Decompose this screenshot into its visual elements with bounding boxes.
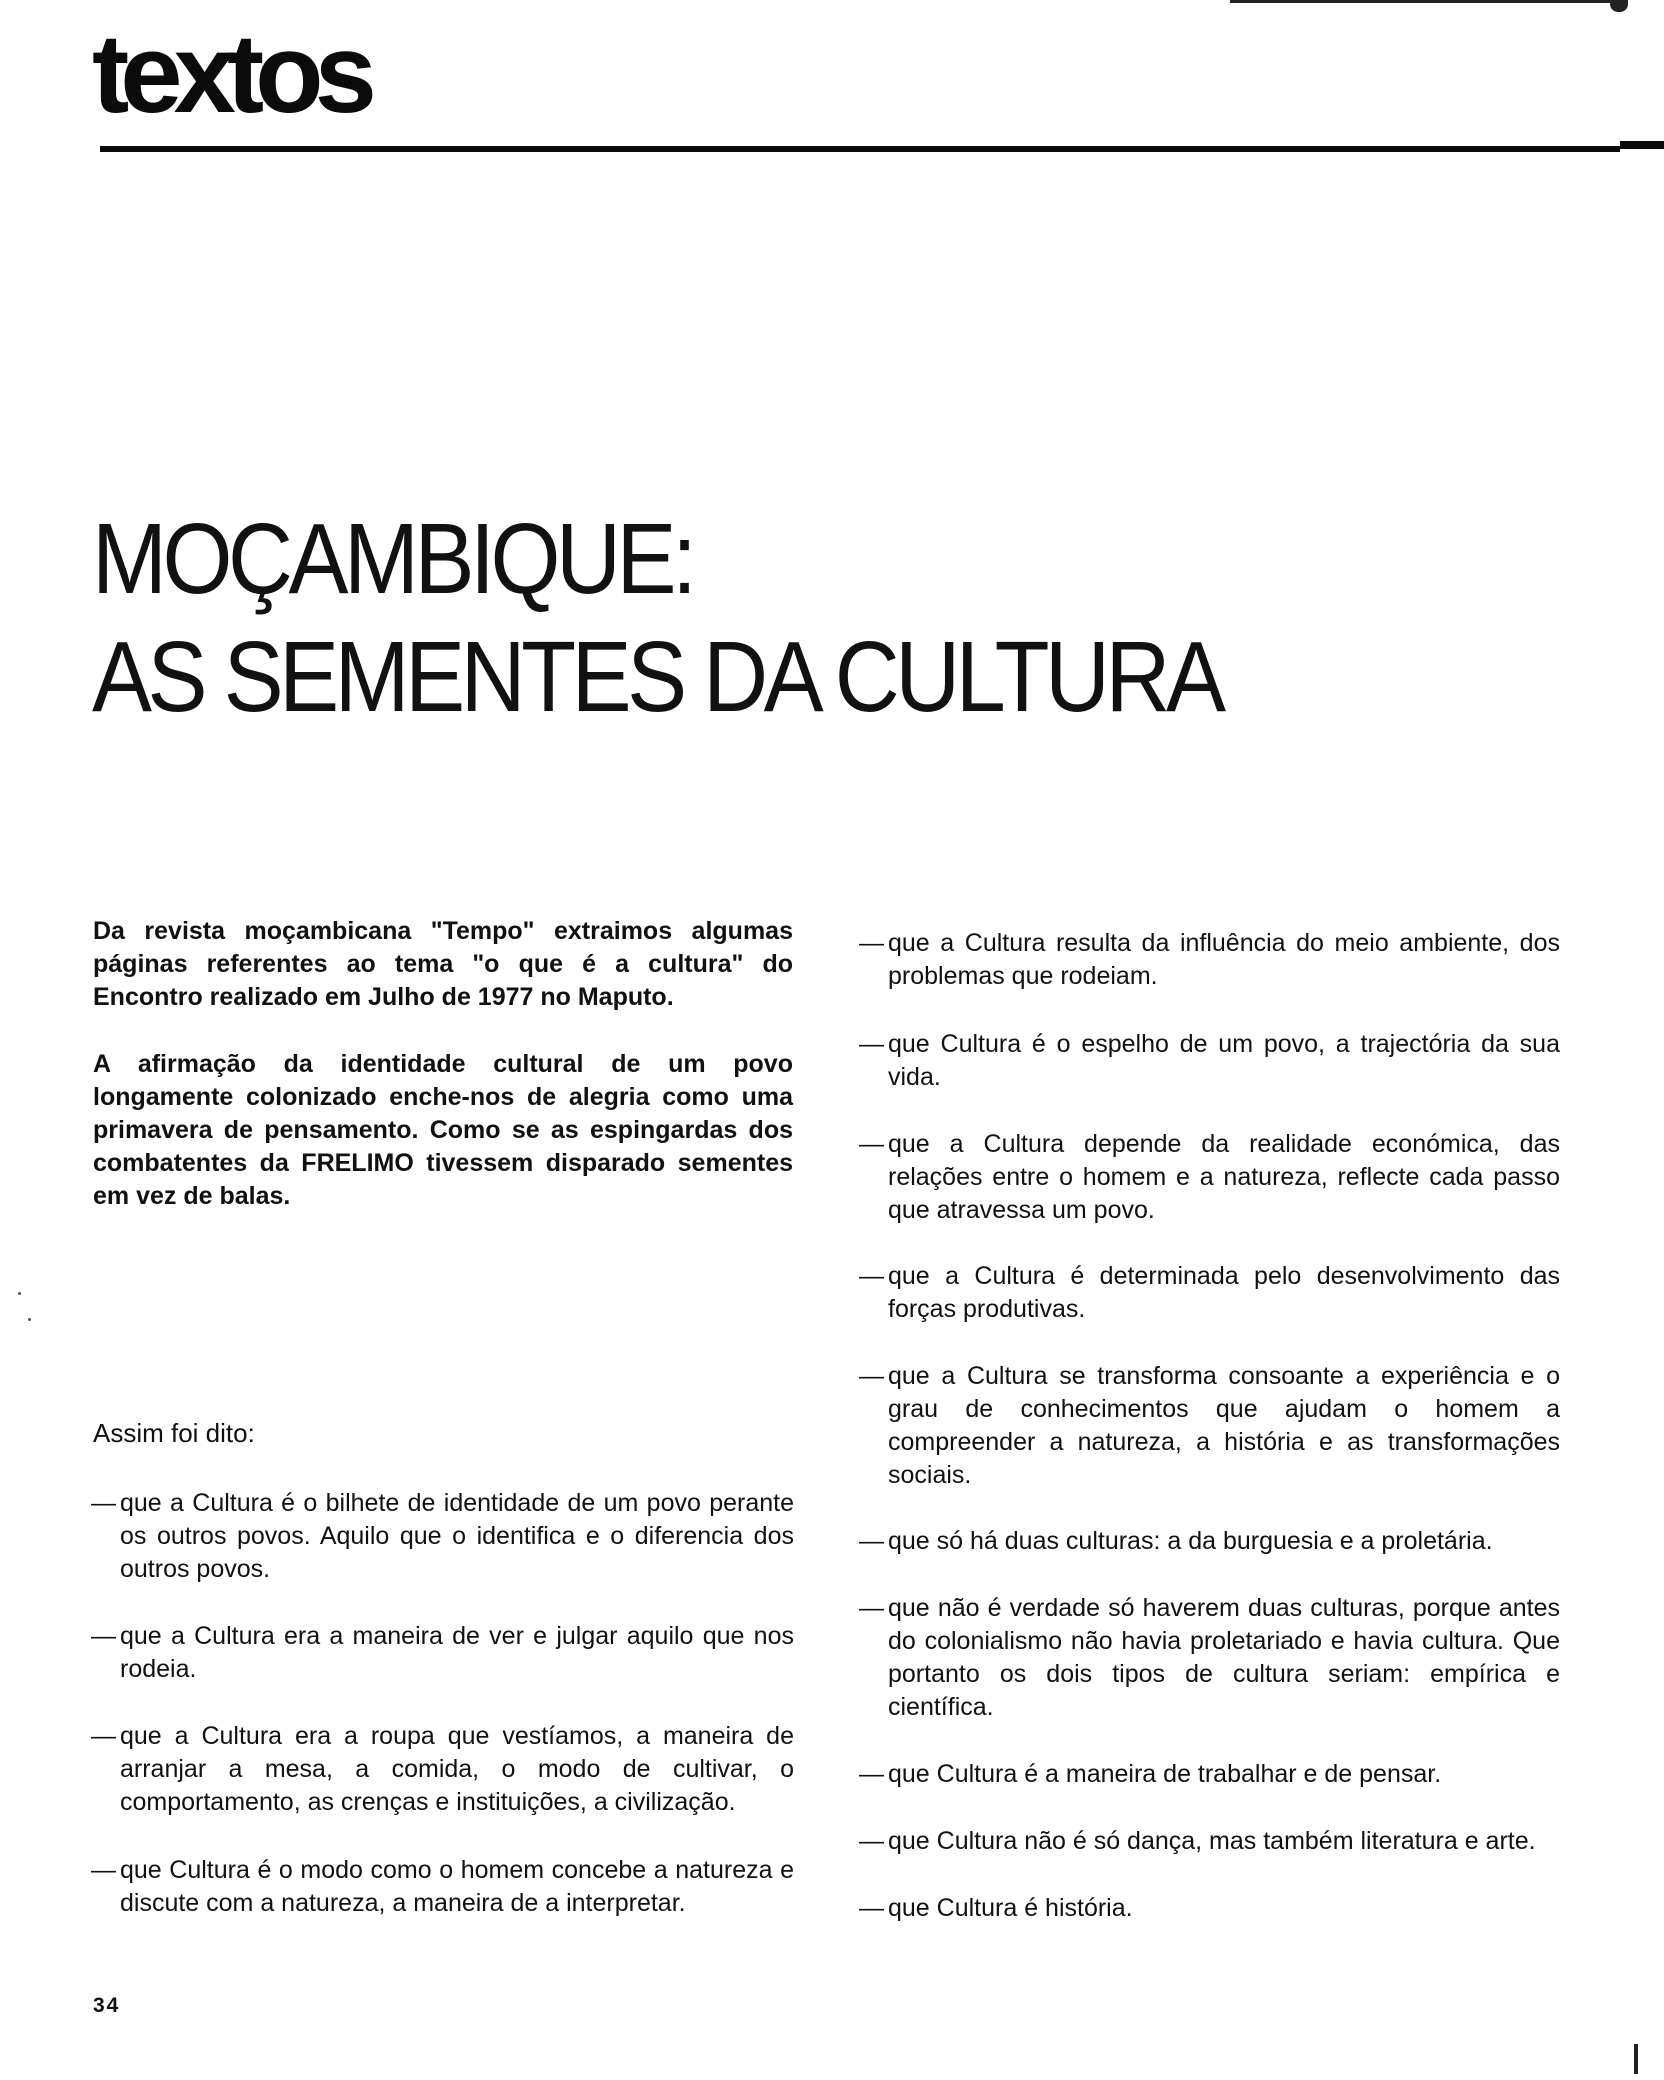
page-number: 34 [93,1994,121,2017]
dash-bullet: — [859,1894,884,1922]
statement-item [91,1854,794,1920]
left-statement-list [91,1487,794,1920]
right-statement-list [859,927,1560,1925]
dash-bullet: — [859,929,884,957]
intro-paragraph: Da revista moçambicana "Tempo" extraimos algumas páginas referentes ao tema "o que é a cultura" do Encontro realizado em Julho de 1977 no Maputo. [93,917,793,1011]
statement-item [859,1525,1560,1558]
bottom-edge-mark [1634,2044,1638,2074]
dash-bullet: — [91,1622,116,1650]
statement-item [859,1128,1560,1227]
statement-item [91,1620,794,1686]
title-line-2: AS SEMENTES DA CULTURA [92,621,1222,733]
statement-text: que Cultura não é só dança, mas também literatura e arte. [888,1827,1536,1855]
statement-text: que Cultura é história. [888,1894,1133,1922]
statement-text: que a Cultura é o bilhete de identidade de um povo perante os outros povos. Aquilo que o identifica e o diferencia dos outros povos. [120,1489,794,1583]
statement-item [859,1758,1560,1791]
dash-bullet: — [859,1827,884,1855]
statement-text: que a Cultura resulta da influência do meio ambiente, dos problemas que rodeiam. [888,929,1560,990]
dash-bullet: — [859,1262,884,1290]
statement-item [859,1592,1560,1724]
dash-bullet: — [859,1527,884,1555]
scan-speck [28,1318,31,1321]
dash-bullet: — [91,1856,116,1884]
scan-speck [18,1292,21,1295]
dash-bullet: — [859,1130,884,1158]
statement-text: que a Cultura depende da realidade económica, das relações entre o homem e a natureza, reflecte cada passo que atravessa um povo. [888,1130,1560,1224]
article-title [92,500,1222,736]
intro-text [93,915,793,1247]
statement-item [859,1360,1560,1492]
statement-text: que a Cultura era a roupa que vestíamos, a maneira de arranjar a mesa, a comida, o modo de cultivar, o comportamento, as crenças e instituições, a civilização. [120,1722,794,1816]
dash-bullet: — [859,1594,884,1622]
statement-text: que a Cultura era a maneira de ver e julgar aquilo que nos rodeia. [120,1622,794,1683]
statement-item [859,1028,1560,1094]
statement-item [859,1260,1560,1326]
lead-text: Assim foi dito: [93,1418,255,1448]
statement-item [859,927,1560,993]
statement-item [859,1825,1560,1858]
statement-item [91,1487,794,1586]
statement-item [859,1892,1560,1925]
header-rule-tail [1620,141,1664,149]
dash-bullet: — [859,1030,884,1058]
statement-text: que Cultura é a maneira de trabalhar e de pensar. [888,1760,1442,1788]
title-line-1: MOÇAMBIQUE: [92,503,693,615]
statement-text: que a Cultura se transforma consoante a experiência e o grau de conhecimentos que ajudam o homem a compreender a natureza, a história e as transformações sociais. [888,1362,1560,1489]
dash-bullet: — [91,1489,116,1517]
dash-bullet: — [91,1722,116,1750]
statement-text: que a Cultura é determinada pelo desenvolvimento das forças produtivas. [888,1262,1560,1323]
statement-text: que só há duas culturas: a da burguesia e a proletária. [888,1527,1493,1555]
section-label: textos [92,11,368,136]
statement-text: que Cultura é o modo como o homem concebe a natureza e discute com a natureza, a maneira de a interpretar. [120,1856,794,1917]
statement-item [91,1720,794,1819]
top-edge-mark [1610,0,1628,12]
top-edge-rule [1230,0,1620,3]
statement-text: que Cultura é o espelho de um povo, a trajectória da sua vida. [888,1030,1560,1091]
intro-paragraph: A afirmação da identidade cultural de um povo longamente colonizado enche-nos de alegria como uma primavera de pensamento. Como se as espingardas dos combatentes da FRELIMO tivessem disparado sementes em vez de balas. [93,1050,793,1210]
header-rule [100,146,1620,152]
statement-text: que não é verdade só haverem duas culturas, porque antes do colonialismo não havia proletariado e havia cultura. Que portanto os dois tipos de cultura seriam: empírica e científica. [888,1594,1560,1721]
dash-bullet: — [859,1362,884,1390]
dash-bullet: — [859,1760,884,1788]
